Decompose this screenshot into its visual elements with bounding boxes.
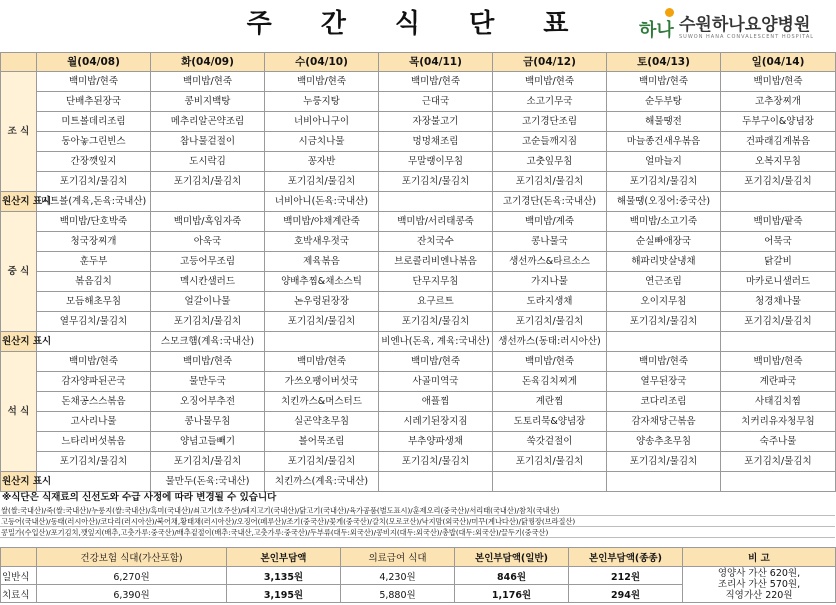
dinner-label: 석 식 xyxy=(1,352,37,472)
breakfast-menu-row xyxy=(1,132,836,152)
origin-note: 비엔나(돈육, 계육:국내산) xyxy=(379,332,493,352)
menu-item: 백미밥/현죽 xyxy=(493,352,607,372)
menu-item: 양배추찜&채소스틱 xyxy=(265,272,379,292)
origin-note-line: 고등어(국내산)/동태(러시아산)/코다리(러시아산)/북어채,황태채(러시아산)/오징어(페루산)/조기(중국산)/꽃게(중국산)/갈치(모로코산)/낙지맘(외국산)/미꾸(계나다산)/닭꿩장(브라질산) xyxy=(0,516,835,527)
cost-value: 3,195원 xyxy=(227,585,341,603)
menu-item: 쑥갓겉절이 xyxy=(493,432,607,452)
page-title: 주 간 식 단 표 xyxy=(246,9,589,39)
menu-item: 생선까스&타르소스 xyxy=(493,252,607,272)
dinner-menu-row xyxy=(1,412,836,432)
menu-item: 백미밥/현죽 xyxy=(607,352,721,372)
cost-header-insurance: 건강보험 식대(가산포함) xyxy=(37,548,227,567)
cost-header-copay-general: 본인부담액(일반) xyxy=(455,548,569,567)
remark-line: 직영가산 220원 xyxy=(725,590,793,601)
cost-value: 846원 xyxy=(455,567,569,585)
menu-item: 백미밥/현죽 xyxy=(151,72,265,92)
origin-note: 스모크햄(계육:국내산) xyxy=(151,332,265,352)
dinner-menu-row xyxy=(1,372,836,392)
menu-item: 건파래김계볶음 xyxy=(721,132,836,152)
lunch-menu-row xyxy=(1,212,836,232)
menu-item: 잔치국수 xyxy=(379,232,493,252)
menu-item: 콩나물국 xyxy=(493,232,607,252)
menu-item: 포기김치/물김치 xyxy=(151,452,265,472)
menu-item: 해물땡전 xyxy=(607,112,721,132)
menu-item: 치킨까스&머스터드 xyxy=(265,392,379,412)
cost-header-copay-type: 본인부담액(종종) xyxy=(569,548,683,567)
cost-value: 1,176원 xyxy=(455,585,569,603)
menu-item: 연근조림 xyxy=(607,272,721,292)
day-header-wed: 수(04/10) xyxy=(265,53,379,72)
origin-note: 생선까스(동태:러시아산) xyxy=(493,332,607,352)
menu-item: 물만두국 xyxy=(151,372,265,392)
menu-item: 백미밥/현죽 xyxy=(265,72,379,92)
breakfast-origin-row xyxy=(1,192,836,212)
menu-item: 포기김치/물김치 xyxy=(493,172,607,192)
cost-header-blank xyxy=(1,548,37,567)
menu-item: 감자채당근볶음 xyxy=(607,412,721,432)
menu-item: 콩비지백탕 xyxy=(151,92,265,112)
origin-note xyxy=(721,472,836,492)
menu-item: 도시락김 xyxy=(151,152,265,172)
menu-item: 치커리유자청무침 xyxy=(721,412,836,432)
cost-header-copay: 본인부담액 xyxy=(227,548,341,567)
menu-item: 가쓰오팽이버섯국 xyxy=(265,372,379,392)
menu-item: 단무지무침 xyxy=(379,272,493,292)
menu-item: 백미밥/현죽 xyxy=(607,72,721,92)
origin-note-line: 콩밀가(수입산)/포기김치,깻잎지(배추,고춧가루:중국산)/배추겉절이(배추:국내산,고춧가루:중국산)/두부류(대두:외국산)/콩비지(대두:외국산)/총밥(대두:외국산)/끌두기(중국산) xyxy=(0,527,835,538)
dinner-origin-row xyxy=(1,472,836,492)
meal-cost-table xyxy=(0,547,836,603)
menu-item: 얼마늘지 xyxy=(607,152,721,172)
menu-item: 고등어무조림 xyxy=(151,252,265,272)
menu-item: 포기김치/물김치 xyxy=(265,312,379,332)
cost-header-remark: 비 고 xyxy=(683,548,836,567)
dinner-menu-row xyxy=(1,452,836,472)
menu-item: 고추장찌개 xyxy=(721,92,836,112)
origin-note: 물만두(돈육:국내산) xyxy=(151,472,265,492)
lunch-menu-row xyxy=(1,292,836,312)
menu-item: 볶음김치 xyxy=(37,272,151,292)
corner-cell xyxy=(1,53,37,72)
menu-item: 백미밥/단호박죽 xyxy=(37,212,151,232)
menu-item: 포기김치/물김치 xyxy=(493,452,607,472)
lunch-menu-row xyxy=(1,312,836,332)
menu-change-notice: ※식단은 식재료의 신선도와 수급 사정에 따라 변경될 수 있습니다 xyxy=(2,492,277,503)
origin-label: 원산지 표시 xyxy=(1,472,37,492)
menu-item: 백미밥/흑임자죽 xyxy=(151,212,265,232)
menu-item: 소고기무국 xyxy=(493,92,607,112)
origin-note xyxy=(607,332,721,352)
cost-value: 3,135원 xyxy=(227,567,341,585)
menu-item: 아욱국 xyxy=(151,232,265,252)
cost-value: 5,880원 xyxy=(341,585,455,603)
weekly-menu-table xyxy=(0,52,836,492)
menu-item: 고기경단조림 xyxy=(493,112,607,132)
menu-item: 시금치나물 xyxy=(265,132,379,152)
origin-note-line: 쌀(쌀:국내산)/죽(쌀:국내산)/누룽지(쌀:국내산)/흑미(국내산)/쇠고기(호주산)/돼지고기(국내산)/닭고기(국내산)/육가공품(별도표시)/훈제오리(중국산)/서리태(국내산)/참치(국내산) xyxy=(0,505,835,516)
menu-item: 열무된장국 xyxy=(607,372,721,392)
cost-row-label: 일반식 xyxy=(1,567,37,585)
origin-note: 너비아니(돈육:국내산) xyxy=(265,192,379,212)
origin-note xyxy=(721,192,836,212)
menu-item: 코다리조림 xyxy=(607,392,721,412)
logo-dot-icon xyxy=(665,8,674,17)
menu-item: 닭갈비 xyxy=(721,252,836,272)
menu-item: 호박새우젓국 xyxy=(265,232,379,252)
menu-item: 포기김치/물김치 xyxy=(265,452,379,472)
menu-item: 시레기된장지짐 xyxy=(379,412,493,432)
menu-item: 도토리묵&양념장 xyxy=(493,412,607,432)
menu-item: 부추양파생채 xyxy=(379,432,493,452)
hospital-name: 수원하나요양병원 xyxy=(679,15,811,35)
menu-item: 백미밥/소고기죽 xyxy=(607,212,721,232)
menu-item: 포기김치/물김치 xyxy=(721,172,836,192)
menu-item: 포기김치/물김치 xyxy=(265,172,379,192)
day-header-fri: 금(04/12) xyxy=(493,53,607,72)
menu-item: 실곤약초무침 xyxy=(265,412,379,432)
day-header-row xyxy=(1,53,836,72)
hospital-logo xyxy=(639,6,829,50)
menu-item: 백미밥/계죽 xyxy=(493,212,607,232)
menu-item: 백미밥/현죽 xyxy=(493,72,607,92)
menu-item: 해파리맛살냉채 xyxy=(607,252,721,272)
lunch-origin-row xyxy=(1,332,836,352)
menu-item: 애플찜 xyxy=(379,392,493,412)
cost-value: 4,230원 xyxy=(341,567,455,585)
menu-item: 포기김치/물김치 xyxy=(721,452,836,472)
menu-item: 순두부탕 xyxy=(607,92,721,112)
lunch-menu-row xyxy=(1,272,836,292)
menu-item: 오징어부추전 xyxy=(151,392,265,412)
menu-item: 느타리버섯볶음 xyxy=(37,432,151,452)
origin-note: 고기경단(돈육:국내산) xyxy=(493,192,607,212)
menu-item: 고사리나물 xyxy=(37,412,151,432)
menu-item: 청국장찌개 xyxy=(37,232,151,252)
menu-item: 미트볼데리조림 xyxy=(37,112,151,132)
menu-item: 마카로니샐러드 xyxy=(721,272,836,292)
origin-note: 미트볼(계육,돈육:국내산) xyxy=(37,192,151,212)
menu-item: 얼갈이나물 xyxy=(151,292,265,312)
day-header-sun: 일(04/14) xyxy=(721,53,836,72)
menu-item: 간장깻잎지 xyxy=(37,152,151,172)
menu-item: 순실빠애장국 xyxy=(607,232,721,252)
day-header-tue: 화(04/09) xyxy=(151,53,265,72)
menu-item: 돈채공스스볶음 xyxy=(37,392,151,412)
menu-item: 볼어묵조림 xyxy=(265,432,379,452)
menu-item: 사태김치찜 xyxy=(721,392,836,412)
menu-item: 두부구이&양념장 xyxy=(721,112,836,132)
dinner-menu-row xyxy=(1,432,836,452)
menu-item: 포기김치/물김치 xyxy=(37,452,151,472)
menu-item: 양념고들빼기 xyxy=(151,432,265,452)
menu-item: 백미밥/서리태콩죽 xyxy=(379,212,493,232)
menu-item: 청경채나물 xyxy=(721,292,836,312)
menu-item: 논우렁된장장 xyxy=(265,292,379,312)
cost-row-label: 치료식 xyxy=(1,585,37,603)
menu-item: 계란파국 xyxy=(721,372,836,392)
menu-item: 도라지생채 xyxy=(493,292,607,312)
origin-note: 치킨까스(계육:국내산) xyxy=(265,472,379,492)
breakfast-menu-row xyxy=(1,112,836,132)
menu-item: 포기김치/물김치 xyxy=(493,312,607,332)
menu-item: 멍멍채조림 xyxy=(379,132,493,152)
logo-mark-icon xyxy=(639,6,677,48)
menu-item: 제육볶음 xyxy=(265,252,379,272)
origin-note xyxy=(265,332,379,352)
menu-item: 포기김치/물김치 xyxy=(607,172,721,192)
menu-item: 양송추초무침 xyxy=(607,432,721,452)
menu-item: 누룽지탕 xyxy=(265,92,379,112)
menu-item: 오복지무침 xyxy=(721,152,836,172)
menu-item: 감자양파된곤국 xyxy=(37,372,151,392)
menu-item: 포기김치/물김치 xyxy=(379,172,493,192)
breakfast-menu-row xyxy=(1,92,836,112)
menu-item: 포기김치/물김치 xyxy=(37,172,151,192)
menu-item: 꽁자반 xyxy=(265,152,379,172)
menu-item: 참나물겉절이 xyxy=(151,132,265,152)
cost-header-row xyxy=(1,548,836,567)
remark-line: 조리사 가산 570원, xyxy=(717,579,801,590)
menu-item: 백미밥/팥죽 xyxy=(721,212,836,232)
cost-value: 6,390원 xyxy=(37,585,227,603)
menu-item: 백미밥/현죽 xyxy=(265,352,379,372)
dinner-menu-row xyxy=(1,392,836,412)
menu-item: 콩나물무침 xyxy=(151,412,265,432)
menu-item: 요구르트 xyxy=(379,292,493,312)
lunch-menu-row xyxy=(1,252,836,272)
menu-item: 브로콜리비엔나볶음 xyxy=(379,252,493,272)
cost-value: 294원 xyxy=(569,585,683,603)
origin-note xyxy=(379,472,493,492)
menu-item: 사골미역국 xyxy=(379,372,493,392)
menu-item: 모듬해초무침 xyxy=(37,292,151,312)
menu-item: 동아놓그린빈스 xyxy=(37,132,151,152)
hospital-name-english: SUWON HANA CONVALESCENT HOSPITAL xyxy=(679,34,815,40)
day-header-thu: 목(04/11) xyxy=(379,53,493,72)
menu-item: 고순들깨지짐 xyxy=(493,132,607,152)
notes-section xyxy=(0,491,835,538)
menu-item: 메추리알곤약조림 xyxy=(151,112,265,132)
lunch-label: 중 식 xyxy=(1,212,37,332)
menu-item: 돈육김치찌게 xyxy=(493,372,607,392)
day-header-sat: 토(04/13) xyxy=(607,53,721,72)
menu-item: 백미밥/현죽 xyxy=(721,72,836,92)
menu-item: 단배추된장국 xyxy=(37,92,151,112)
breakfast-menu-row xyxy=(1,152,836,172)
lunch-menu-row xyxy=(1,232,836,252)
origin-note xyxy=(721,332,836,352)
menu-item: 마늘종건새우볶음 xyxy=(607,132,721,152)
origin-note xyxy=(379,192,493,212)
menu-item: 어묵국 xyxy=(721,232,836,252)
origin-note xyxy=(37,332,151,352)
menu-item: 계란찜 xyxy=(493,392,607,412)
menu-item: 백미밥/현죽 xyxy=(379,352,493,372)
menu-item: 너비아니구이 xyxy=(265,112,379,132)
remark-line: 영양사 가산 620원, xyxy=(717,568,801,579)
menu-item: 포기김치/물김치 xyxy=(721,312,836,332)
menu-item: 고춧잎무침 xyxy=(493,152,607,172)
breakfast-label: 조 식 xyxy=(1,72,37,192)
menu-item: 오이지무침 xyxy=(607,292,721,312)
menu-item: 포기김치/물김치 xyxy=(151,312,265,332)
cost-header-medical-aid: 의료급여 식대 xyxy=(341,548,455,567)
breakfast-menu-row xyxy=(1,72,836,92)
menu-item: 백미밥/야채계란죽 xyxy=(265,212,379,232)
menu-item: 훈두부 xyxy=(37,252,151,272)
menu-item: 멕시칸샐러드 xyxy=(151,272,265,292)
cost-value: 212원 xyxy=(569,567,683,585)
menu-item: 포기김치/물김치 xyxy=(607,312,721,332)
cost-remark xyxy=(683,567,836,603)
menu-item: 포기김치/물김치 xyxy=(379,452,493,472)
menu-item: 포기김치/물김치 xyxy=(607,452,721,472)
menu-item: 근대국 xyxy=(379,92,493,112)
menu-item: 백미밥/현죽 xyxy=(37,72,151,92)
menu-item: 가지나물 xyxy=(493,272,607,292)
logo-mark-text: 하나 xyxy=(639,20,674,41)
menu-item: 무말랭이무침 xyxy=(379,152,493,172)
menu-item: 숙주나물 xyxy=(721,432,836,452)
origin-note xyxy=(37,472,151,492)
menu-item: 열무김치/물김치 xyxy=(37,312,151,332)
origin-label: 원산지 표시 xyxy=(1,332,37,352)
menu-item: 백미밥/현죽 xyxy=(379,72,493,92)
cost-row-general xyxy=(1,567,836,585)
menu-item: 백미밥/현죽 xyxy=(721,352,836,372)
dinner-menu-row xyxy=(1,352,836,372)
menu-item: 백미밥/현죽 xyxy=(37,352,151,372)
menu-item: 자장불고기 xyxy=(379,112,493,132)
day-header-mon: 월(04/08) xyxy=(37,53,151,72)
menu-item: 포기김치/물김치 xyxy=(379,312,493,332)
origin-note: 해물땡(오징어:중국산) xyxy=(607,192,721,212)
origin-note xyxy=(151,192,265,212)
origin-note xyxy=(607,472,721,492)
breakfast-menu-row xyxy=(1,172,836,192)
menu-item: 백미밥/현죽 xyxy=(151,352,265,372)
origin-label: 원산지 표시 xyxy=(1,192,37,212)
origin-note xyxy=(493,472,607,492)
menu-item: 포기김치/물김치 xyxy=(151,172,265,192)
cost-value: 6,270원 xyxy=(37,567,227,585)
